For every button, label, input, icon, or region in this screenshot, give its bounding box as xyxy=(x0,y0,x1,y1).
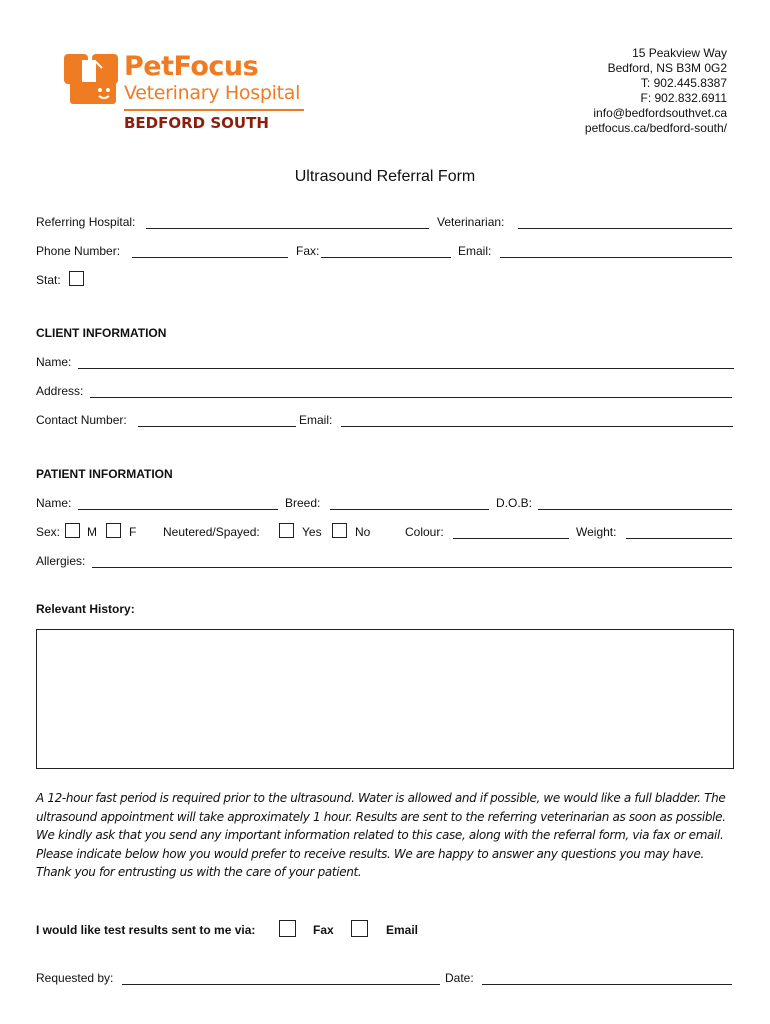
results-email-label: Email xyxy=(386,923,419,937)
sex-male-label: M xyxy=(87,525,97,539)
client-row-1 xyxy=(36,355,736,373)
contact-number-field[interactable] xyxy=(138,426,296,427)
date-field[interactable] xyxy=(482,984,732,985)
patient-name-field[interactable] xyxy=(78,509,278,510)
address-email[interactable]: info@bedfordsouthvet.ca xyxy=(593,106,727,120)
sex-label: Sex: xyxy=(36,525,61,539)
referring-hospital-field[interactable] xyxy=(146,228,429,229)
brand-subtitle: Veterinary Hospital xyxy=(124,82,301,104)
stat-label: Stat: xyxy=(36,273,61,287)
relevant-history-textarea[interactable] xyxy=(36,629,734,769)
client-name-field[interactable] xyxy=(78,368,734,369)
breed-label: Breed: xyxy=(285,496,321,510)
patient-row-1 xyxy=(36,496,736,514)
email-field[interactable] xyxy=(500,257,732,258)
sex-female-checkbox[interactable] xyxy=(106,523,121,538)
colour-field[interactable] xyxy=(453,538,569,539)
veterinarian-label: Veterinarian: xyxy=(437,215,505,229)
dob-field[interactable] xyxy=(538,509,732,510)
dob-label: D.O.B: xyxy=(496,496,533,510)
referral-row-3 xyxy=(36,273,736,291)
weight-label: Weight: xyxy=(576,525,617,539)
neutered-no-label: No xyxy=(355,525,371,539)
results-preference-row xyxy=(36,923,736,941)
client-info-heading: CLIENT INFORMATION xyxy=(36,326,167,340)
client-row-2 xyxy=(36,384,736,402)
requested-by-label: Requested by: xyxy=(36,971,114,985)
hospital-address xyxy=(585,46,727,136)
allergies-label: Allergies: xyxy=(36,554,86,568)
note-line: A 12-hour fast period is required prior to the ultrasound. Water is allowed and if possible, we would like a full bladder. The xyxy=(36,791,726,805)
fax-field[interactable] xyxy=(321,257,451,258)
weight-field[interactable] xyxy=(626,538,732,539)
client-email-label: Email: xyxy=(299,413,333,427)
sex-male-checkbox[interactable] xyxy=(65,523,80,538)
phone-number-label: Phone Number: xyxy=(36,244,121,258)
colour-label: Colour: xyxy=(405,525,444,539)
patient-row-2 xyxy=(36,525,736,543)
referring-hospital-label: Referring Hospital: xyxy=(36,215,136,229)
neutered-yes-checkbox[interactable] xyxy=(279,523,294,538)
brand-divider xyxy=(124,109,304,111)
neutered-yes-label: Yes xyxy=(302,525,322,539)
requested-by-field[interactable] xyxy=(122,984,440,985)
fasting-note xyxy=(36,789,736,882)
client-row-3 xyxy=(36,413,736,431)
veterinarian-field[interactable] xyxy=(518,228,732,229)
contact-number-label: Contact Number: xyxy=(36,413,127,427)
email-label: Email: xyxy=(458,244,492,258)
note-line: ultrasound appointment will take approximately 1 hour. Results are sent to the referring veterinarian as soon as possible. xyxy=(36,809,726,824)
note-line: We kindly ask that you send any important information related to this case, along with the referral form, via fax or email. xyxy=(36,828,724,842)
requested-by-row xyxy=(36,971,736,989)
results-fax-label: Fax xyxy=(313,923,334,937)
results-via-label: I would like test results sent to me via: xyxy=(36,923,256,937)
patient-info-heading: PATIENT INFORMATION xyxy=(36,467,173,481)
address-city: Bedford, NS B3M 0G2 xyxy=(607,61,727,75)
note-line: Please indicate below how you would prefer to receive results. We are happy to answer any questions you may have. xyxy=(36,846,704,861)
date-label: Date: xyxy=(445,971,474,985)
brand-name: PetFocus xyxy=(124,51,259,82)
note-line: Thank you for entrusting us with the care of your patient. xyxy=(36,865,362,879)
form-title: Ultrasound Referral Form xyxy=(294,168,476,185)
referral-row-2 xyxy=(36,244,736,262)
stat-checkbox[interactable] xyxy=(69,271,84,286)
client-address-field[interactable] xyxy=(90,397,732,398)
fax-label: Fax: xyxy=(296,244,320,258)
address-phone: T: 902.445.8387 xyxy=(640,76,727,90)
phone-number-field[interactable] xyxy=(132,257,288,258)
results-fax-checkbox[interactable] xyxy=(279,920,296,937)
referral-row-1 xyxy=(36,215,736,233)
relevant-history-heading: Relevant History: xyxy=(36,602,135,616)
client-address-label: Address: xyxy=(36,384,84,398)
sex-female-label: F xyxy=(129,525,137,539)
address-fax: F: 902.832.6911 xyxy=(640,91,727,105)
brand-location: BEDFORD SOUTH xyxy=(124,114,269,132)
address-website[interactable]: petfocus.ca/bedford-south/ xyxy=(584,121,727,135)
patient-name-label: Name: xyxy=(36,496,72,510)
patient-row-3 xyxy=(36,554,736,572)
breed-field[interactable] xyxy=(330,509,489,510)
client-name-label: Name: xyxy=(36,355,72,369)
pet-logo-icon xyxy=(62,50,120,108)
allergies-field[interactable] xyxy=(92,567,732,568)
client-email-field[interactable] xyxy=(341,426,733,427)
results-email-checkbox[interactable] xyxy=(351,920,368,937)
address-street: 15 Peakview Way xyxy=(632,46,727,60)
neutered-label: Neutered/Spayed: xyxy=(163,525,260,539)
neutered-no-checkbox[interactable] xyxy=(332,523,347,538)
